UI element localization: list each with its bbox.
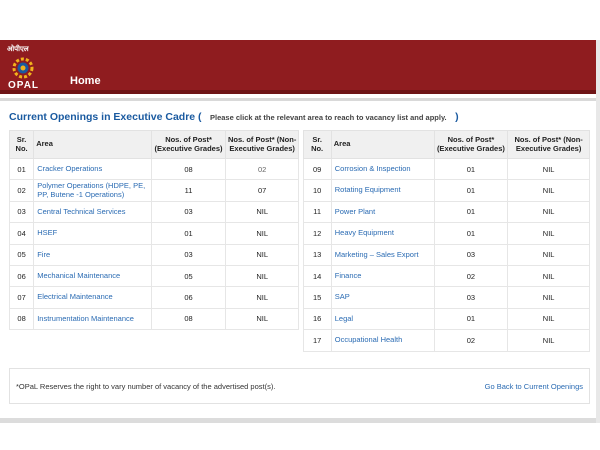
sr-no-cell: 10 bbox=[303, 180, 331, 201]
exec-posts-cell: 08 bbox=[152, 159, 226, 180]
table-row bbox=[10, 180, 590, 201]
table-row bbox=[10, 223, 590, 244]
sr-no-cell: 02 bbox=[10, 180, 34, 201]
exec-posts-cell: 03 bbox=[152, 201, 226, 222]
exec-posts-cell: 01 bbox=[434, 201, 508, 222]
area-cell bbox=[331, 308, 434, 329]
area-cell bbox=[34, 159, 152, 180]
exec-posts-cell: 06 bbox=[152, 287, 226, 308]
nonexec-posts-cell: NIL bbox=[225, 201, 299, 222]
header-area: Area bbox=[34, 131, 152, 159]
header-exec-posts: Nos. of Post* (Executive Grades) bbox=[152, 131, 226, 159]
nav-home-link[interactable]: Home bbox=[70, 75, 101, 87]
area-link[interactable]: Legal bbox=[334, 313, 354, 323]
sr-no-cell: 05 bbox=[10, 244, 34, 265]
empty-cell bbox=[225, 330, 299, 351]
header-nonexec-posts: Nos. of Post* (Non-Executive Grades) bbox=[225, 131, 299, 159]
exec-posts-cell: 01 bbox=[434, 180, 508, 201]
area-cell bbox=[34, 287, 152, 308]
area-link[interactable]: Electrical Maintenance bbox=[37, 292, 113, 302]
area-cell bbox=[34, 265, 152, 286]
empty-cell bbox=[152, 330, 226, 351]
header-area: Area bbox=[331, 131, 434, 159]
bottom-bar bbox=[0, 418, 598, 423]
table-row bbox=[10, 159, 590, 180]
area-link[interactable]: Cracker Operations bbox=[37, 163, 103, 173]
nonexec-posts-cell: NIL bbox=[508, 330, 590, 351]
sr-no-cell: 12 bbox=[303, 223, 331, 244]
empty-cell bbox=[34, 330, 152, 351]
area-cell bbox=[331, 223, 434, 244]
nonexec-posts-cell: NIL bbox=[225, 287, 299, 308]
nonexec-posts-cell: NIL bbox=[508, 201, 590, 222]
table-row bbox=[10, 287, 590, 308]
area-link[interactable]: Marketing – Sales Export bbox=[334, 249, 419, 259]
sr-no-cell: 01 bbox=[10, 159, 34, 180]
area-link[interactable]: Finance bbox=[334, 270, 362, 280]
exec-posts-cell: 01 bbox=[434, 159, 508, 180]
sr-no-cell: 15 bbox=[303, 287, 331, 308]
area-cell bbox=[34, 201, 152, 222]
nonexec-posts-cell: NIL bbox=[225, 308, 299, 329]
area-link[interactable]: SAP bbox=[334, 292, 350, 302]
area-cell bbox=[331, 180, 434, 201]
exec-posts-cell: 08 bbox=[152, 308, 226, 329]
area-link[interactable]: Central Technical Services bbox=[37, 206, 126, 216]
site-header bbox=[0, 40, 598, 94]
exec-posts-cell: 01 bbox=[434, 223, 508, 244]
table-row bbox=[10, 308, 590, 329]
exec-posts-cell: 11 bbox=[152, 180, 226, 201]
nonexec-posts-cell: NIL bbox=[508, 180, 590, 201]
nonexec-posts-cell: NIL bbox=[225, 244, 299, 265]
logo-text: OPAL bbox=[8, 80, 40, 91]
footer-box bbox=[9, 368, 590, 404]
sr-no-cell: 11 bbox=[303, 201, 331, 222]
page-title: Current Openings in Executive Cadre ( bbox=[9, 111, 202, 123]
area-cell bbox=[34, 308, 152, 329]
area-link[interactable]: HSEF bbox=[37, 228, 58, 238]
sr-no-cell: 13 bbox=[303, 244, 331, 265]
area-link[interactable]: Polymer Operations (HDPE, PE, PP, Butene -1 Operations) bbox=[37, 181, 146, 199]
area-link[interactable]: Heavy Equipment bbox=[334, 228, 394, 238]
sr-no-cell: 03 bbox=[10, 201, 34, 222]
heading-hint: Please click at the relevant area to reach to vacancy list and apply. bbox=[210, 113, 447, 122]
area-cell bbox=[331, 265, 434, 286]
sr-no-cell: 07 bbox=[10, 287, 34, 308]
sr-no-cell: 14 bbox=[303, 265, 331, 286]
heading-close-paren: ) bbox=[455, 111, 459, 123]
area-cell bbox=[34, 244, 152, 265]
area-link[interactable]: Fire bbox=[37, 249, 51, 259]
sr-no-cell: 06 bbox=[10, 265, 34, 286]
header-nonexec-posts: Nos. of Post* (Non-Executive Grades) bbox=[508, 131, 590, 159]
footer-note: *OPaL Reserves the right to vary number of vacancy of the advertised post(s). bbox=[16, 382, 276, 391]
nonexec-posts-cell: NIL bbox=[508, 308, 590, 329]
sr-no-cell: 09 bbox=[303, 159, 331, 180]
nonexec-posts-cell: NIL bbox=[508, 265, 590, 286]
exec-posts-cell: 05 bbox=[152, 265, 226, 286]
area-cell bbox=[331, 201, 434, 222]
area-link[interactable]: Rotating Equipment bbox=[334, 185, 401, 195]
table-row bbox=[10, 244, 590, 265]
header-sr-no: Sr. No. bbox=[303, 131, 331, 159]
table-row bbox=[10, 265, 590, 286]
logo-hindi-text: ओपीएल bbox=[7, 45, 29, 53]
exec-posts-cell: 01 bbox=[152, 223, 226, 244]
area-link[interactable]: Occupational Health bbox=[334, 335, 403, 345]
area-cell bbox=[34, 180, 152, 201]
opal-logo[interactable] bbox=[6, 45, 42, 91]
header-exec-posts: Nos. of Post* (Executive Grades) bbox=[434, 131, 508, 159]
nonexec-posts-cell: NIL bbox=[508, 244, 590, 265]
sr-no-cell: 17 bbox=[303, 330, 331, 351]
page-heading bbox=[9, 107, 459, 125]
exec-posts-cell: 01 bbox=[434, 308, 508, 329]
header-sr-no: Sr. No. bbox=[10, 131, 34, 159]
area-link[interactable]: Power Plant bbox=[334, 206, 376, 216]
area-cell bbox=[331, 287, 434, 308]
back-to-openings-link[interactable]: Go Back to Current Openings bbox=[484, 382, 583, 391]
nonexec-posts-cell: 02 bbox=[225, 159, 299, 180]
exec-posts-cell: 03 bbox=[434, 287, 508, 308]
sr-no-cell: 04 bbox=[10, 223, 34, 244]
area-cell bbox=[331, 330, 434, 351]
nonexec-posts-cell: NIL bbox=[508, 159, 590, 180]
area-cell bbox=[331, 244, 434, 265]
area-link[interactable]: Corrosion & Inspection bbox=[334, 163, 411, 173]
scrollbar[interactable] bbox=[596, 40, 600, 423]
nonexec-posts-cell: NIL bbox=[225, 223, 299, 244]
area-cell bbox=[34, 223, 152, 244]
exec-posts-cell: 02 bbox=[434, 330, 508, 351]
sr-no-cell: 16 bbox=[303, 308, 331, 329]
table-header-row bbox=[10, 131, 590, 159]
exec-posts-cell: 03 bbox=[434, 244, 508, 265]
area-link[interactable]: Mechanical Maintenance bbox=[37, 270, 121, 280]
nonexec-posts-cell: NIL bbox=[508, 223, 590, 244]
exec-posts-cell: 03 bbox=[152, 244, 226, 265]
nonexec-posts-cell: 07 bbox=[225, 180, 299, 201]
area-cell bbox=[331, 159, 434, 180]
header-divider bbox=[0, 98, 598, 101]
empty-cell bbox=[10, 330, 34, 351]
nonexec-posts-cell: NIL bbox=[508, 287, 590, 308]
area-link[interactable]: Instrumentation Maintenance bbox=[37, 313, 134, 323]
sr-no-cell: 08 bbox=[10, 308, 34, 329]
table-row bbox=[10, 330, 590, 351]
exec-posts-cell: 02 bbox=[434, 265, 508, 286]
openings-table bbox=[9, 130, 590, 352]
nonexec-posts-cell: NIL bbox=[225, 265, 299, 286]
table-row bbox=[10, 201, 590, 222]
gear-logo-icon bbox=[8, 55, 38, 81]
